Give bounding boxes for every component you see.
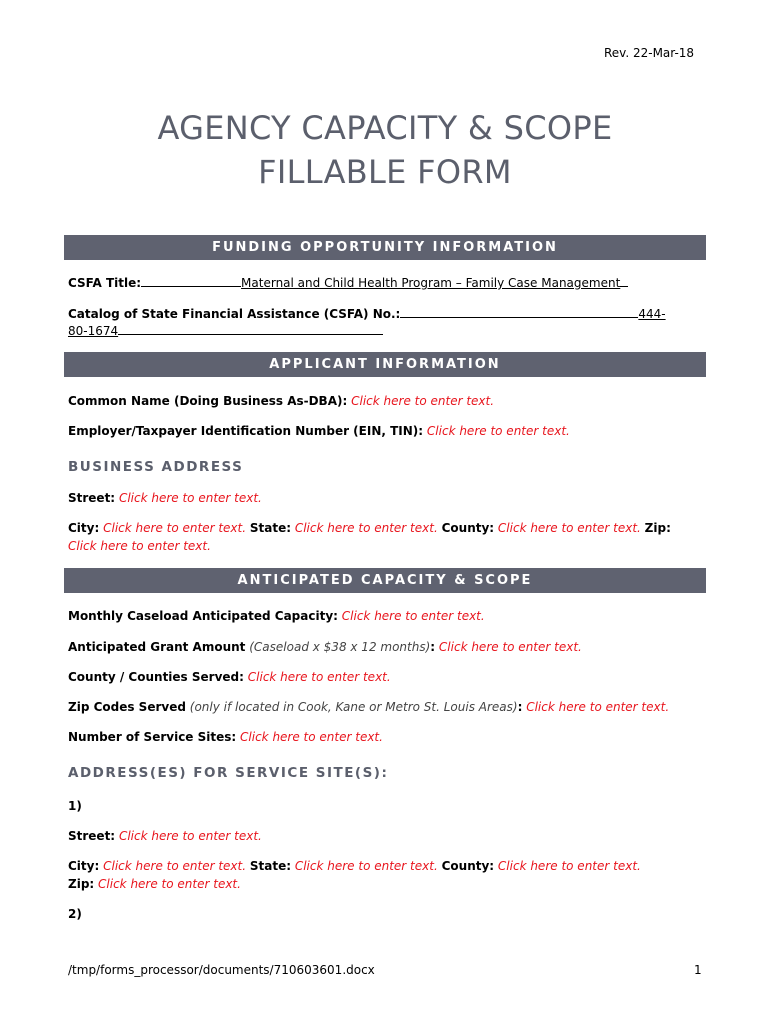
business-street-row [68, 489, 262, 507]
city-label: City: [68, 859, 100, 873]
site-1-street-row [68, 827, 262, 845]
page-number: 1 [694, 963, 702, 977]
zip-label: Zip: [644, 521, 671, 535]
business-street-field[interactable]: Click here to enter text. [118, 491, 262, 505]
grant-amount-note: (Caseload x $38 x 12 months) [249, 640, 431, 654]
csfa-title-row [68, 273, 628, 292]
underline-blank [118, 321, 383, 335]
csfa-number-value-part1[interactable]: 444- [638, 307, 666, 321]
footer-file-path: /tmp/forms_processor/documents/710603601.docx [68, 963, 375, 977]
grant-amount-label: Anticipated Grant Amount [68, 640, 246, 654]
service-sites-field[interactable]: Click here to enter text. [240, 730, 383, 744]
page-title-line2: FILLABLE FORM [258, 153, 512, 191]
site-1-county-field[interactable]: Click here to enter text. [497, 859, 641, 873]
underline-blank [141, 273, 241, 287]
common-name-field[interactable]: Click here to enter text. [351, 394, 495, 408]
underline-blank [620, 273, 628, 287]
service-sites-row [68, 728, 383, 746]
funding-section-header: FUNDING OPPORTUNITY INFORMATION [64, 235, 706, 260]
state-label: State: [249, 521, 292, 535]
zip-codes-row [68, 698, 669, 716]
underline-blank [400, 304, 638, 318]
business-city-row [68, 519, 671, 537]
street-label: Street: [68, 491, 116, 505]
grant-amount-field[interactable]: Click here to enter text. [438, 640, 582, 654]
csfa-title-label: CSFA Title: [68, 276, 142, 290]
site-1-number: 1) [68, 799, 82, 813]
business-state-field[interactable]: Click here to enter text. [294, 521, 438, 535]
site-2-number: 2) [68, 907, 82, 921]
ein-label: Employer/Taxpayer Identification Number (EIN, TIN): [68, 424, 424, 438]
zip-codes-note: (only if located in Cook, Kane or Metro St. Louis Areas) [189, 700, 518, 714]
street-label: Street: [68, 829, 116, 843]
counties-field[interactable]: Click here to enter text. [247, 670, 391, 684]
revision-date: Rev. 22-Mar-18 [604, 46, 695, 60]
monthly-caseload-row [68, 607, 485, 625]
business-county-field[interactable]: Click here to enter text. [497, 521, 641, 535]
ein-row [68, 422, 570, 440]
grant-amount-row [68, 638, 582, 656]
csfa-title-value[interactable]: Maternal and Child Health Program – Family Case Management [241, 276, 621, 290]
counties-row [68, 668, 391, 686]
ein-field[interactable]: Click here to enter text. [426, 424, 570, 438]
service-sites-label: Number of Service Sites: [68, 730, 237, 744]
site-1-zip-row [68, 875, 241, 893]
site-1-zip-field[interactable]: Click here to enter text. [98, 877, 241, 891]
counties-label: County / Counties Served: [68, 670, 244, 684]
page-title-line1: AGENCY CAPACITY & SCOPE [157, 109, 613, 147]
monthly-caseload-label: Monthly Caseload Anticipated Capacity: [68, 609, 338, 623]
business-city-field[interactable]: Click here to enter text. [103, 521, 247, 535]
zip-label: Zip: [68, 877, 95, 891]
csfa-number-row-cont [68, 321, 383, 340]
site-1-street-field[interactable]: Click here to enter text. [118, 829, 262, 843]
county-label: County: [441, 521, 495, 535]
business-zip-row [68, 537, 211, 555]
common-name-row [68, 392, 494, 410]
zip-codes-field[interactable]: Click here to enter text. [526, 700, 670, 714]
site-1-city-field[interactable]: Click here to enter text. [103, 859, 247, 873]
colon: : [517, 700, 523, 714]
zip-codes-label: Zip Codes Served [68, 700, 186, 714]
site-1-state-field[interactable]: Click here to enter text. [294, 859, 438, 873]
common-name-label: Common Name (Doing Business As-DBA): [68, 394, 348, 408]
business-zip-field[interactable]: Click here to enter text. [68, 539, 211, 553]
site-1-city-row [68, 857, 641, 875]
csfa-number-value-part2[interactable]: 80-1674 [68, 324, 119, 338]
business-address-header: BUSINESS ADDRESS [68, 459, 244, 475]
capacity-section-header: ANTICIPATED CAPACITY & SCOPE [64, 568, 706, 593]
applicant-section-header: APPLICANT INFORMATION [64, 352, 706, 377]
state-label: State: [249, 859, 292, 873]
csfa-number-label: Catalog of State Financial Assistance (CSFA) No.: [68, 307, 401, 321]
colon: : [430, 640, 436, 654]
county-label: County: [441, 859, 495, 873]
city-label: City: [68, 521, 100, 535]
monthly-caseload-field[interactable]: Click here to enter text. [341, 609, 485, 623]
service-addresses-header: ADDRESS(ES) FOR SERVICE SITE(S): [68, 765, 389, 781]
